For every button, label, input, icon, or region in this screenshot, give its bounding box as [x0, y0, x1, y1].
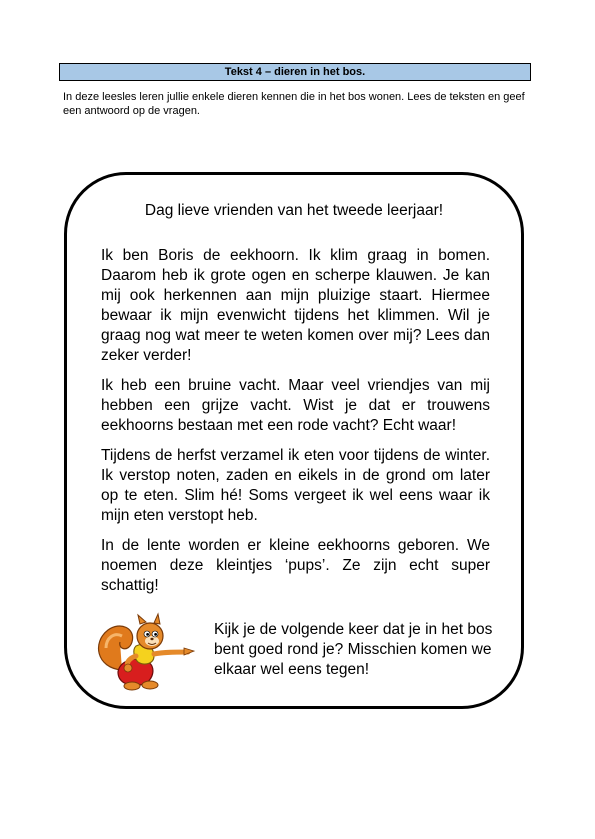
- letter-closing: Kijk je de volgende keer dat je in het bos bent goed rond je? Misschien komen we elkaar wel eens tegen!: [214, 621, 493, 678]
- letter-paragraph: In de lente worden er kleine eekhoorns geboren. We noemen deze kleintjes ‘pups’. Ze zijn echt super schattig!: [101, 537, 490, 594]
- section-title: [59, 63, 531, 81]
- intro-text: In deze leesles leren jullie enkele dieren kennen die in het bos wonen. Lees de teksten en geef een antwoord op de vragen.: [63, 91, 525, 117]
- letter-greeting: Dag lieve vrienden van het tweede leerjaar!: [144, 202, 444, 219]
- letter-body: [101, 246, 490, 606]
- squirrel-cartoon-icon: [92, 612, 196, 694]
- section-title-text: Tekst 4 – dieren in het bos.: [224, 66, 366, 78]
- letter-paragraph: Ik heb een bruine vacht. Maar veel vriendjes van mij hebben een grijze vacht. Wist je dat er trouwens eekhoorns bestaan met een rode vacht? Echt waar!: [101, 377, 490, 434]
- letter-paragraph: Ik ben Boris de eekhoorn. Ik klim graag in bomen. Daarom heb ik grote ogen en scherpe klauwen. Je kan mij ook herkennen aan mijn pluizige staart. Hiermee bewaar ik mijn evenwicht tijdens het klimmen. Wil je graag nog wat meer te weten komen over mij? Lees dan zeker verder!: [101, 247, 490, 364]
- letter-paragraph: Tijdens de herfst verzamel ik eten voor tijdens de winter. Ik verstop noten, zaden en eikels in de grond om later op te eten. Slim hé! Soms vergeet ik wel eens waar ik mijn eten verstopt heb.: [101, 447, 490, 524]
